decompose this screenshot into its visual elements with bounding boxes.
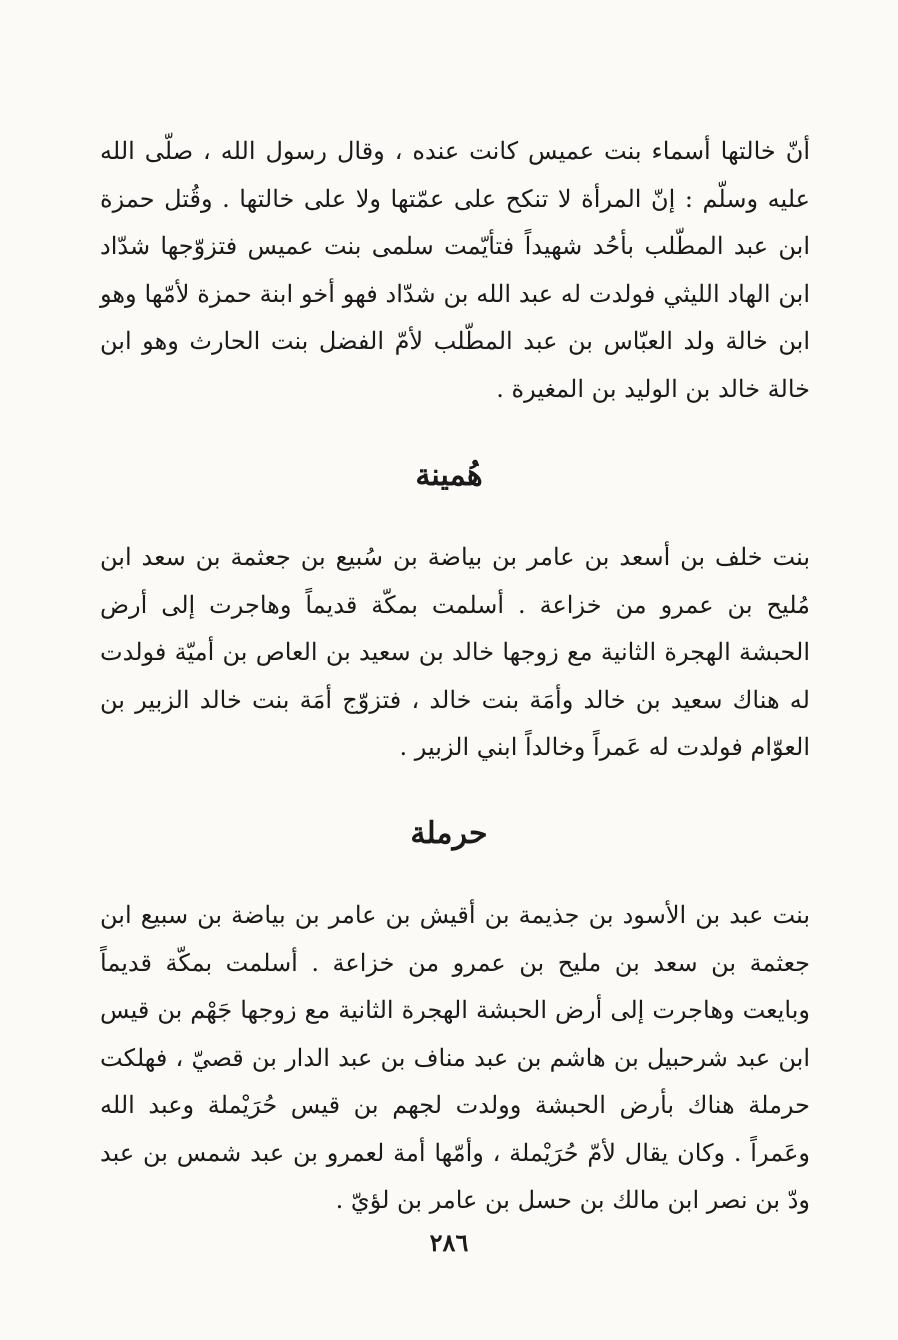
page-number: ٢٨٦ <box>429 1228 469 1257</box>
section-heading-harmala: حرملة <box>410 816 488 851</box>
paragraph-continuation: أنّ خالتها أسماء بنت عميس كانت عنده ، وقال رسول الله ، صلّى الله عليه وسلّم : إنّ المرأة لا تنكح على عمّتها ولا على خالتها . وقُتل حمزة ابن عبد المطّلب بأحُد شهيداً فتأيّمت سلمى بنت عميس فتزوّجها شدّاد ابن الهاد الليثي فولدت له عبد الله بن شدّاد فهو أخو ابنة حمزة لأمّها وهو ابن خالة ولد العبّاس بن عبد المطّلب لأمّ الفضل بنت الحارث وهو ابن خالة خالد بن الوليد بن المغيرة . <box>100 137 811 403</box>
section-heading-humayna: هُمينة <box>415 458 483 493</box>
paragraph-harmala: بنت عبد بن الأسود بن جذيمة بن أقيش بن عامر بن بياضة بن سبيع ابن جعثمة بن سعد بن مليح بن عمرو من خزاعة . أسلمت بمكّة قديماً وبايعت وهاجرت إلى أرض الحبشة الهجرة الثانية مع زوجها جَهْم بن قيس ابن عبد شرحبيل بن هاشم بن عبد مناف بن عبد الدار بن قصيّ ، فهلكت حرملة هناك بأرض الحبشة وولدت لجهم بن قيس حُرَيْملة وعبد الله وعَمراً . وكان يقال لأمّ حُرَيْملة ، وأمّها أمة لعمرو بن عبد شمس بن عبد ودّ بن نصر ابن مالك بن حسل بن عامر بن لؤيّ . <box>100 901 810 1214</box>
paragraph-humayna: بنت خلف بن أسعد بن عامر بن بياضة بن سُبيع بن جعثمة بن سعد ابن مُليح بن عمرو من خزاعة . أسلمت بمكّة قديماً وهاجرت إلى أرض الحبشة الهجرة الثانية مع زوجها خالد بن سعيد بن العاص بن أميّة فولدت له هناك سعيد بن خالد وأمَة بنت خالد ، فتزوّج أمَة بنت خالد الزبير بن العوّام فولدت له عَمراً وخالداً ابني الزبير . <box>100 543 810 761</box>
